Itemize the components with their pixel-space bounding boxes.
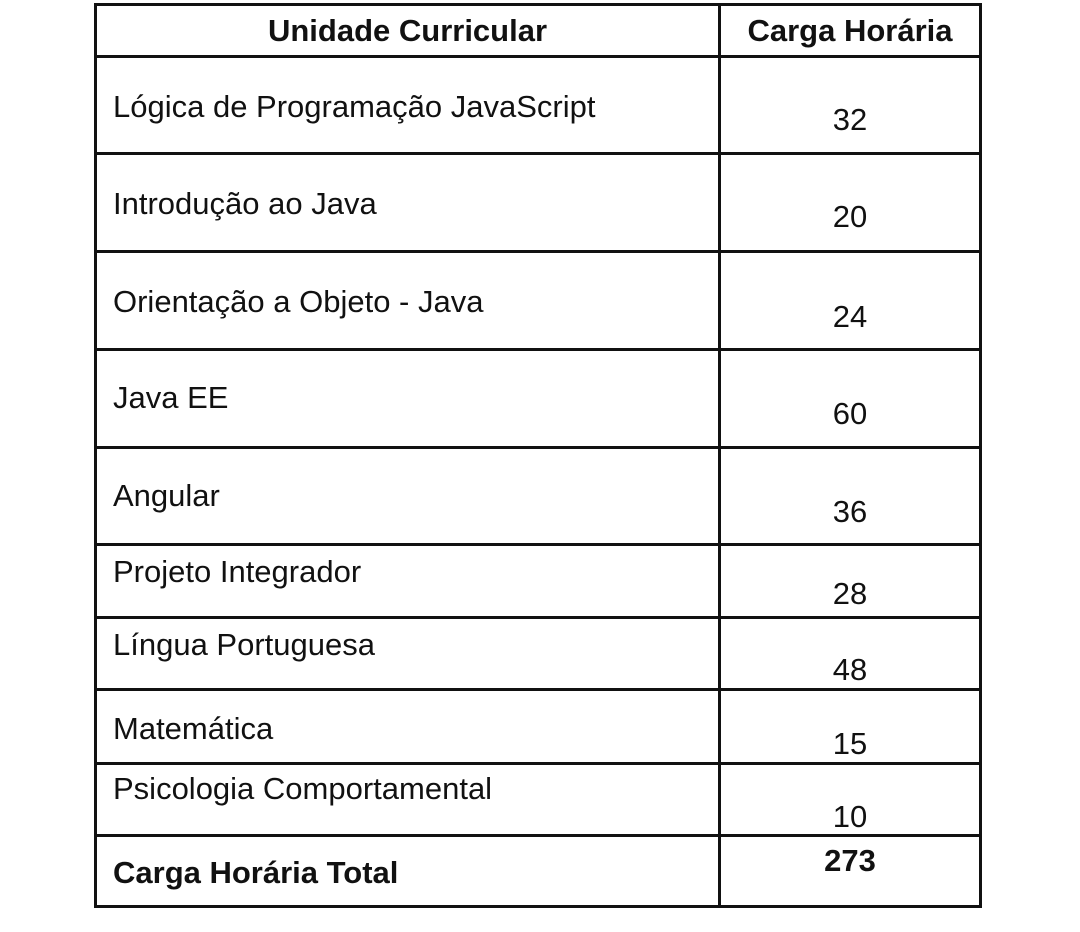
- hours-value: 60: [832, 396, 868, 431]
- table-row: [96, 252, 981, 350]
- hours-cell: [720, 764, 981, 836]
- hours-value: 24: [832, 299, 868, 334]
- hours-cell: [720, 690, 981, 764]
- unit-label: Lógica de Programação JavaScript: [113, 89, 596, 124]
- hours-cell: [720, 57, 981, 154]
- total-label-cell: [96, 836, 720, 907]
- unit-cell: [96, 252, 720, 350]
- hours-value: 48: [832, 652, 868, 687]
- hours-value: 10: [832, 799, 868, 834]
- unit-label: Introdução ao Java: [113, 186, 377, 221]
- unit-label: Projeto Integrador: [113, 554, 362, 589]
- table-row: [96, 154, 981, 252]
- unit-cell: [96, 448, 720, 545]
- hours-value: 32: [832, 102, 868, 137]
- unit-label: Matemática: [113, 711, 274, 746]
- total-value: 273: [824, 843, 876, 878]
- hours-cell: [720, 154, 981, 252]
- unit-cell: [96, 57, 720, 154]
- hours-value: 28: [832, 576, 868, 611]
- unit-cell: [96, 545, 720, 618]
- table-row: [96, 57, 981, 154]
- unit-label: Língua Portuguesa: [113, 627, 375, 662]
- hours-cell: [720, 618, 981, 690]
- unit-cell: [96, 690, 720, 764]
- unit-cell: [96, 618, 720, 690]
- table-row: [96, 545, 981, 618]
- table-row: [96, 764, 981, 836]
- total-row: [96, 836, 981, 907]
- total-value-cell: [720, 836, 981, 907]
- table-row: [96, 690, 981, 764]
- hours-cell: [720, 545, 981, 618]
- header-row: [96, 5, 981, 57]
- unit-label: Orientação a Objeto - Java: [113, 284, 484, 319]
- curriculum-table: [94, 3, 982, 908]
- unit-cell: [96, 350, 720, 448]
- unit-label: Psicologia Comportamental: [113, 771, 493, 806]
- hours-value: 15: [832, 726, 868, 761]
- hours-cell: [720, 350, 981, 448]
- header-unit: Unidade Curricular: [96, 5, 720, 57]
- unit-label: Java EE: [113, 380, 229, 415]
- table-row: [96, 350, 981, 448]
- table-row: [96, 448, 981, 545]
- total-label: Carga Horária Total: [113, 855, 399, 890]
- hours-cell: [720, 252, 981, 350]
- unit-cell: [96, 154, 720, 252]
- hours-value: 20: [832, 199, 868, 234]
- hours-cell: [720, 448, 981, 545]
- unit-cell: [96, 764, 720, 836]
- unit-label: Angular: [113, 478, 220, 513]
- table-row: [96, 618, 981, 690]
- header-hours: Carga Horária: [720, 5, 981, 57]
- hours-value: 36: [832, 494, 868, 529]
